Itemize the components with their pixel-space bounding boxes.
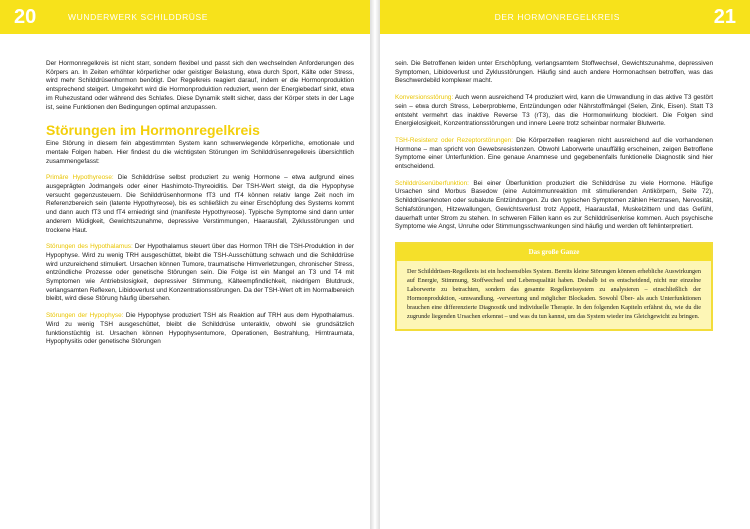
book-gutter [370, 0, 380, 529]
summary-box [395, 242, 713, 331]
left-running-title: WUNDERWERK SCHILDDRÜSE [68, 12, 209, 22]
left-page-header [0, 0, 370, 34]
item-term: Störungen der Hypophyse: [46, 312, 124, 320]
list-item [395, 94, 713, 129]
right-column [395, 60, 713, 331]
item-text: Auch wenn ausreichend T4 produziert wird, kann die Umwandlung in das aktive T3 gestört sein – etwa durch Stress, Leberprobleme, Entzündungen oder Nährstoffmängel (Selen, Zink, Eisen). Statt T3 entsteht vermehrt das inaktive Reverse T3 (rT3), das die Hormonwirkung blockiert. Die Folgen sind Energielosigkeit, Konzentrationsstörungen und innere Leere trotz scheinbar normaler Blutwerte. [395, 94, 713, 128]
list-item [395, 180, 713, 232]
item-term: Störungen des Hypothalamus: [46, 243, 133, 251]
item-text: Bei einer Überfunktion produziert die Schilddrüse zu viele Hormone. Häufige Ursachen sind Morbus Basedow (eine Autoimmunreaktion mit stimulierenden Antikörpern, Seite 72), Schilddrüsenknoten oder subakute Entzündungen. Zu den typischen Symptomen zählen Herzrasen, Nervosität, Schlafstörungen, Hitzewallungen, Gewichtsverlust trotz Appetit, Haarausfall, Muskelzittern und das Gefühl, dauerhaft unter Strom zu stehen. In schweren Fällen kann es zur Schilddrüsenkrise kommen. Auch psychische Symptome wie Angst, Unruhe oder Stimmungsschwankungen sind häufig und werden oft fehlinterpretiert. [395, 179, 713, 231]
item-term: Schilddrüsenüberfunktion: [395, 179, 469, 187]
list-item [46, 174, 354, 235]
item-term: TSH-Resistenz oder Rezeptorstörungen: [395, 136, 514, 144]
section-intro-paragraph: Eine Störung in diesem fein abgestimmten System kann schwerwiegende körperliche, emotionale und mentale Folgen haben. Hier findest du die wichtigsten Störungen im Schilddrüsenregelkreis übersichtlich zusammengefasst: [46, 140, 354, 165]
right-page-header [380, 0, 750, 34]
summary-box-title: Das große Ganze [397, 244, 711, 261]
right-page-number: 21 [713, 6, 736, 28]
item-term: Konversionsstörung: [395, 94, 454, 102]
section-heading: Störungen im Hormonregelkreis [46, 122, 260, 139]
summary-box-text: Der Schilddrüsen-Regelkreis ist ein hochsensibles System. Bereits kleine Störungen können erhebliche Auswirkungen auf Energie, Stimmung, Stoffwechsel und Lebensqualität haben. Deshalb ist es entscheidend, nicht nur einzelne Laborwerte zu betrachten, sondern das gesamte Regelkreissystem zu analysieren – einschließlich der Hormonproduktion, -umwandlung, -verwertung und möglicher Blockaden. Sowohl Über- als auch Unterfunktionen brauchen eine differenzierte Diagnostik und individuelle Therapie. In den folgenden Kapiteln erfährst du, wie du die zugrunde liegenden Ursachen erkennst – und was du tun kannst, um das System wieder ins Gleichgewicht zu bringen. [407, 267, 701, 320]
right-running-title: DER HORMONREGELKREIS [494, 12, 620, 22]
item-text: Die Schilddrüse selbst produziert zu wenig Hormone – etwa aufgrund eines ausgeprägten Jodmangels oder einer Hashimoto-Thyreoiditis. Der TSH-Wert steigt, da die Hypophyse versucht gegenzusteuern. Die Schilddrüsenhormone fT3 und fT4 können relativ lange Zeit noch im Referenzbereich sein (latente Hypothyreose), bis es schließlich zu einer Erschöpfung des Systems kommt und dann auch fT3 und fT4 erniedrigt sind (manifeste Hypothyreose). Typische Symptome sind dann unter anderem Müdigkeit, Gewichtszunahme, depressive Verstimmungen, Haarausfall, Zyklusstörungen und trockene Haut. [46, 174, 354, 234]
item-text: Der Hypothalamus steuert über das Hormon TRH die TSH-Produktion in der Hypophyse. Wird zu wenig TRH ausgeschüttet, bleibt die TSH-Ausschüttung schwach und die Schilddrüse wird unzureichend stimuliert. Ursachen können Tumore, traumatische Hirnverletzungen, chronischer Stress, entzündliche Prozesse oder genetische Störungen sein. Die Folge ist ein Mangel an T3 und T4 mit Symptomen wie Antriebslosigkeit, depressiver Stimmung, Kälteempfindlichkeit, niedrigem Blutdruck, verlangsamten Reflexen, Libidoverlust und Konzentrationsstörungen. Da der TSH-Wert oft im Normalbereich bleibt, wird diese Störung häufig übersehen. [46, 243, 354, 303]
intro-paragraph: Der Hormonregelkreis ist nicht starr, sondern flexibel und passt sich den wechselnden Anforderungen des Körpers an. In Zeiten erhöhter körperlicher oder geistiger Belastung, etwa durch Sport, Kälte oder Stress, wird mehr Schilddrüsenhormon benötigt. Der Regelkreis reagiert darauf, indem er die Hormonproduktion entsprechend steigert. Umgekehrt wird die Hormonproduktion reduziert, wenn der Energiebedarf sinkt, etwa im Ruhezustand oder während des Schlafes. Diese Dynamik stellt sicher, dass der Körper stets in der Lage ist, seine Funktionen den Bedingungen optimal anzupassen. [46, 60, 354, 111]
continuation-paragraph: sein. Die Betroffenen leiden unter Erschöpfung, verlangsamtem Stoffwechsel, Gewichtszunahme, depressiven Symptomen, Libidoverlust und Zyklusstörungen. Häufig sind auch andere Hormonachsen betroffen, was das Beschwerdebild komplexer macht. [395, 60, 713, 85]
item-term: Primäre Hypothyreose: [46, 174, 114, 182]
item-text: Die Hypophyse produziert TSH als Reaktion auf TRH aus dem Hypothalamus. Wird zu wenig TSH ausgeschüttet, bleibt die Schilddrüse unteraktiv, obwohl sie grundsätzlich funktionstüchtig ist. Ursachen können Hypophysentumore, Operationen, Bestrahlung, Hirntraumata, Hypophysitis oder genetische Störungen [46, 312, 354, 346]
list-item [46, 312, 354, 347]
item-text: Die Körperzellen reagieren nicht ausreichend auf die vorhandenen Hormone – man spricht von Gewebsresistenzen. Obwohl Laborwerte unauffällig erscheinen, zeigen Betroffene Symptome einer Unterfunktion. Eine genaue Anamnese und gegebenenfalls funktionelle Diagnostik sind hier entscheidend. [395, 136, 713, 171]
left-page-number: 20 [14, 6, 37, 28]
left-column [46, 60, 354, 355]
list-item [395, 137, 713, 172]
list-item [46, 243, 354, 304]
